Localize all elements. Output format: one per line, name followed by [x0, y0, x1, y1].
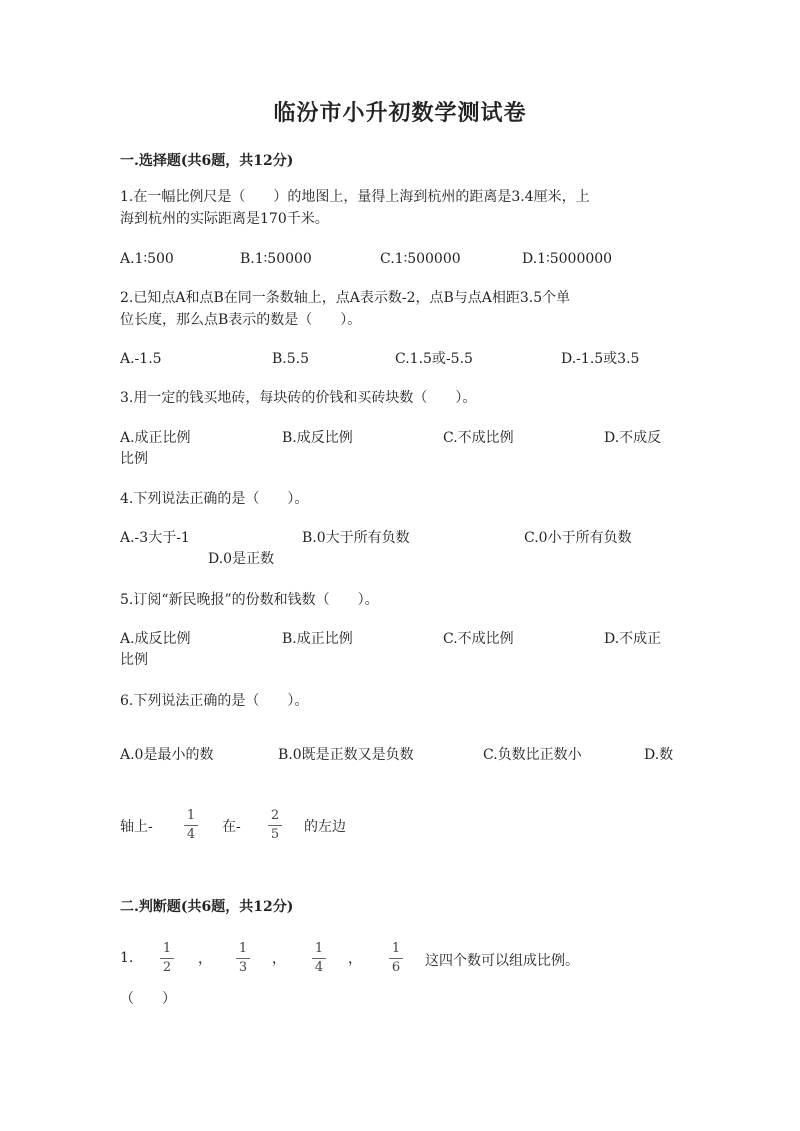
q3-option-b[interactable]: B.成反比例: [282, 430, 353, 446]
q1-option-c[interactable]: C.1∶500000: [380, 251, 461, 267]
judgement-1-fraction-2: [236, 941, 250, 976]
q4-option-b[interactable]: B.0大于所有负数: [302, 530, 410, 546]
page-title: 临汾市小升初数学测试卷: [273, 100, 527, 126]
fraction-denominator: 5: [270, 827, 280, 842]
q6-option-a[interactable]: A.0是最小的数: [120, 747, 214, 763]
fraction-numerator: 2: [270, 808, 280, 823]
judgement-1-separator-2: ，: [272, 951, 286, 967]
judgement-1-text: 这四个数可以组成比例。: [425, 953, 579, 969]
fraction-bar: [236, 958, 250, 959]
fraction-numerator: 1: [391, 941, 401, 956]
q3-option-d-wrap: 比例: [120, 451, 148, 467]
q6-wrap-text-a: 轴上-: [120, 819, 153, 835]
fraction-bar: [268, 825, 282, 826]
q4-option-d[interactable]: D.0是正数: [208, 551, 275, 567]
fraction-denominator: 3: [238, 960, 248, 975]
q3-option-a[interactable]: A.成正比例: [120, 430, 191, 446]
q4-option-c[interactable]: C.0小于所有负数: [524, 530, 632, 546]
question-5-line-1: 5.订阅“新民晚报”的份数和钱数（ ）。: [120, 592, 379, 608]
q6-fraction-2: [268, 808, 282, 843]
q1-option-a[interactable]: A.1∶500: [120, 251, 174, 267]
fraction-bar: [184, 825, 198, 826]
question-4-line-1: 4.下列说法正确的是（ ）。: [120, 491, 309, 507]
question-2-line-2: 位长度，那么点B表示的数是（ ）。: [120, 312, 362, 328]
fraction-denominator: 2: [162, 960, 172, 975]
fraction-denominator: 6: [391, 960, 401, 975]
q6-option-c[interactable]: C.负数比正数小: [483, 747, 582, 763]
q2-option-a[interactable]: A.-1.5: [120, 351, 162, 367]
question-1-line-2: 海到杭州的实际距离是170千米。: [120, 211, 329, 227]
q2-option-d[interactable]: D.-1.5或3.5: [561, 351, 640, 367]
judgement-1-separator-1: ，: [198, 951, 212, 967]
fraction-numerator: 1: [162, 941, 172, 956]
fraction-numerator: 1: [314, 941, 324, 956]
q6-option-b[interactable]: B.0既是正数又是负数: [278, 747, 414, 763]
judgement-1-fraction-4: [389, 941, 403, 976]
q5-option-d[interactable]: D.不成正: [604, 631, 662, 647]
section-heading-choice: 一.选择题(共6题，共12分): [120, 153, 294, 169]
judgement-1-fraction-3: [312, 941, 326, 976]
q1-option-b[interactable]: B.1∶50000: [240, 251, 312, 267]
question-1-line-1: 1.在一幅比例尺是（ ）的地图上，量得上海到杭州的距离是3.4厘米，上: [120, 189, 590, 205]
section-heading-judgement: 二.判断题(共6题，共12分): [120, 899, 294, 915]
fraction-denominator: 4: [314, 960, 324, 975]
q2-option-c[interactable]: C.1.5或-5.5: [395, 351, 473, 367]
q1-option-d[interactable]: D.1∶5000000: [522, 251, 613, 267]
fraction-bar: [312, 958, 326, 959]
q6-wrap-text-c: 的左边: [304, 819, 346, 835]
fraction-bar: [389, 958, 403, 959]
question-6-line-1: 6.下列说法正确的是（ ）。: [120, 693, 309, 709]
q3-option-c[interactable]: C.不成比例: [443, 430, 514, 446]
judgement-1-separator-3: ，: [348, 951, 362, 967]
fraction-denominator: 4: [186, 827, 196, 842]
q5-option-a[interactable]: A.成反比例: [120, 631, 191, 647]
q6-option-d[interactable]: D.数: [644, 747, 674, 763]
q3-option-d[interactable]: D.不成反: [604, 430, 662, 446]
question-3-line-1: 3.用一定的钱买地砖，每块砖的价钱和买砖块数（ ）。: [120, 390, 477, 406]
judgement-1-answer-blank[interactable]: （ ）: [120, 991, 176, 1007]
q5-option-b[interactable]: B.成正比例: [282, 631, 353, 647]
q6-wrap-text-b: 在-: [222, 819, 241, 835]
fraction-numerator: 1: [238, 941, 248, 956]
q5-option-c[interactable]: C.不成比例: [443, 631, 514, 647]
q5-option-d-wrap: 比例: [120, 652, 148, 668]
judgement-1-fraction-1: [160, 941, 174, 976]
fraction-numerator: 1: [186, 808, 196, 823]
question-2-line-1: 2.已知点A和点B在同一条数轴上，点A表示数-2，点B与点A相距3.5个单: [120, 290, 571, 306]
q6-fraction-1: [184, 808, 198, 843]
q2-option-b[interactable]: B.5.5: [272, 351, 310, 367]
q4-option-a[interactable]: A.-3大于-1: [120, 530, 190, 546]
judgement-1-number: 1.: [120, 950, 134, 966]
fraction-bar: [160, 958, 174, 959]
